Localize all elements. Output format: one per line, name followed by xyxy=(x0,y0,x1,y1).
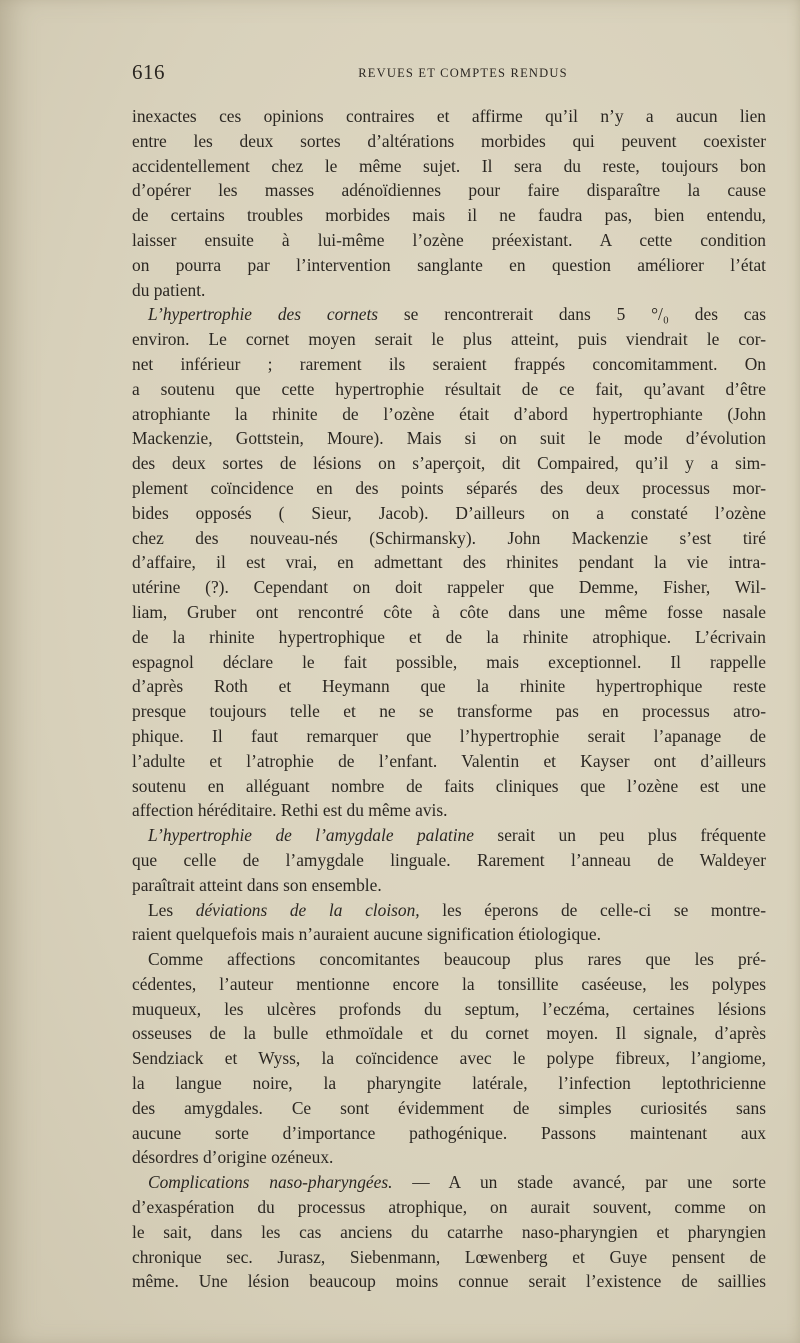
text-line xyxy=(132,1195,766,1220)
text-run: inexactes ces opinions contraires et affirme qu’il n’y a aucun lien xyxy=(132,106,766,126)
text-line xyxy=(132,550,766,575)
text-run: même. Une lésion beaucoup moins connue serait l’existence de saillies xyxy=(132,1271,766,1292)
text-run: on pourra par l’intervention sanglante en question améliorer l’état xyxy=(132,254,766,275)
text-line xyxy=(132,650,766,675)
text-line xyxy=(132,774,766,799)
text-run: de certains troubles morbides mais il ne faudra pas, bien entendu, xyxy=(132,205,766,226)
text-line xyxy=(132,526,766,551)
text-line xyxy=(132,352,766,377)
text-line xyxy=(132,947,766,972)
text-run: les éperons de celle-ci se montre- xyxy=(419,899,766,920)
text-line xyxy=(132,402,766,427)
text-run: raient quelquefois mais n’auraient aucune signification étiologique. xyxy=(132,924,601,945)
text-run: d’opérer les masses adénoïdiennes pour faire disparaître la cause xyxy=(132,180,766,201)
text-line xyxy=(132,1220,766,1245)
text-line xyxy=(132,278,766,303)
text-line xyxy=(132,501,766,526)
text-line xyxy=(132,848,766,873)
body-text xyxy=(132,104,766,1294)
text-run: Mackenzie, Gottstein, Moure). Mais si on suit le mode d’évolution xyxy=(132,428,766,449)
text-line xyxy=(132,724,766,749)
text-run: bides opposés ( Sieur, Jacob). D’ailleurs on a constaté l’ozène xyxy=(132,502,766,523)
text-run: de la rhinite hypertrophique et de la rhinite atrophique. L’écrivain xyxy=(132,626,766,647)
text-run: liam, Gruber ont rencontré côte à côte dans une même fosse nasale xyxy=(132,601,766,622)
text-run: chronique sec. Jurasz, Siebenmann, Lœwenberg et Guye pensent de xyxy=(132,1246,766,1267)
text-line xyxy=(132,997,766,1022)
italic-run: L’hypertrophie de l’amygdale palatine xyxy=(148,825,474,846)
text-run: laisser ensuite à lui-même l’ozène préexistant. A cette condition xyxy=(132,229,766,250)
text-run: le sait, dans les cas anciens du catarrhe naso-pharyngien et pharyngien xyxy=(132,1221,766,1242)
text-line xyxy=(132,1121,766,1146)
text-run: soutenu en alléguant nombre de faits cliniques que l’ozène est une xyxy=(132,775,766,796)
text-run: cédentes, l’auteur mentionne encore la tonsillite caséeuse, les polypes xyxy=(132,973,766,994)
text-run: presque toujours telle et ne se transforme pas en processus atro- xyxy=(132,701,766,722)
page-header xyxy=(132,60,766,90)
text-run: atrophiante la rhinite de l’ozène était d’abord hypertrophiante (John xyxy=(132,403,766,424)
text-line xyxy=(132,302,766,327)
text-line xyxy=(132,203,766,228)
text-run: accidentellement chez le même sujet. Il sera du reste, toujours bon xyxy=(132,155,766,176)
page-number: 616 xyxy=(132,60,165,84)
text-line xyxy=(132,600,766,625)
text-run: désordres d’origine ozéneux. xyxy=(132,1147,334,1168)
text-run: d’après Roth et Heymann que la rhinite hypertrophique reste xyxy=(132,676,766,697)
text-line xyxy=(132,178,766,203)
text-line xyxy=(132,129,766,154)
text-line xyxy=(132,1021,766,1046)
text-line xyxy=(132,1145,766,1170)
text-line xyxy=(132,1046,766,1071)
italic-run: Complications naso-pharyngées. xyxy=(148,1172,393,1193)
text-run: — A un stade avancé, par une sorte xyxy=(392,1172,766,1193)
text-line xyxy=(132,749,766,774)
text-run: du patient. xyxy=(132,279,206,300)
text-run: d’exaspération du processus atrophique, on aurait souvent, comme on xyxy=(132,1197,766,1218)
text-line xyxy=(132,327,766,352)
text-run: d’affaire, il est vrai, en admettant des rhinites pendant la vie intra- xyxy=(132,552,766,573)
text-run: net inférieur ; rarement ils seraient frappés concomitamment. On xyxy=(132,353,766,374)
text-run: utérine (?). Cependant on doit rappeler que Demme, Fisher, Wil- xyxy=(132,577,766,598)
text-line xyxy=(132,476,766,501)
text-run: se rencontrerait dans 5 °/₀ des cas xyxy=(378,304,766,325)
text-run: muqueux, les ulcères profonds du septum, l’eczéma, certaines lésions xyxy=(132,998,766,1019)
text-line xyxy=(132,426,766,451)
text-run: plement coïncidence en des points séparés des deux processus mor- xyxy=(132,477,766,498)
running-head: REVUES ET COMPTES RENDUS xyxy=(358,66,568,80)
text-run: chez des nouveau-nés (Schirmansky). John Mackenzie s’est tiré xyxy=(132,527,766,548)
text-run: Sendziack et Wyss, la coïncidence avec le polype fibreux, l’angiome, xyxy=(132,1048,766,1069)
text-line xyxy=(132,972,766,997)
text-run: que celle de l’amygdale linguale. Rarement l’anneau de Waldeyer xyxy=(132,849,766,870)
text-line xyxy=(132,1245,766,1270)
italic-run: déviations de la cloison, xyxy=(195,899,420,920)
text-run: osseuses de la bulle ethmoïdale et du cornet moyen. Il signale, d’après xyxy=(132,1023,766,1044)
text-run: phique. Il faut remarquer que l’hypertrophie serait l’apanage de xyxy=(132,725,766,746)
text-run: espagnol déclare le fait possible, mais exceptionnel. Il rappelle xyxy=(132,651,766,672)
text-line xyxy=(132,575,766,600)
text-run: aucune sorte d’importance pathogénique. Passons maintenant aux xyxy=(132,1122,766,1143)
text-run: affection héréditaire. Rethi est du même avis. xyxy=(132,800,448,821)
text-run: l’adulte et l’atrophie de l’enfant. Valentin et Kayser ont d’ailleurs xyxy=(132,750,766,771)
text-line xyxy=(132,922,766,947)
text-run: des amygdales. Ce sont évidemment de simples curiosités sans xyxy=(132,1097,766,1118)
text-line xyxy=(132,253,766,278)
text-line xyxy=(132,674,766,699)
text-run: entre les deux sortes d’altérations morbides qui peuvent coexister xyxy=(132,130,766,151)
text-run: des deux sortes de lésions on s’aperçoit, dit Compaired, qu’il y a sim- xyxy=(132,453,766,474)
text-line xyxy=(132,823,766,848)
text-run: environ. Le cornet moyen serait le plus atteint, puis viendrait le cor- xyxy=(132,329,766,350)
text-run: la langue noire, la pharyngite latérale, l’infection leptothricienne xyxy=(132,1073,766,1094)
italic-run: L’hypertrophie des cornets xyxy=(148,304,379,325)
text-run: Comme affections concomitantes beaucoup plus rares que les pré- xyxy=(148,949,766,970)
text-line xyxy=(132,104,766,129)
text-line xyxy=(132,1096,766,1121)
text-line xyxy=(132,1071,766,1096)
text-line xyxy=(132,1170,766,1195)
text-line xyxy=(132,451,766,476)
text-line xyxy=(132,154,766,179)
text-line xyxy=(132,625,766,650)
text-line xyxy=(132,873,766,898)
text-line xyxy=(132,798,766,823)
text-run: paraîtrait atteint dans son ensemble. xyxy=(132,874,382,895)
text-line xyxy=(132,228,766,253)
text-line xyxy=(132,1269,766,1294)
text-line xyxy=(132,377,766,402)
text-run: a soutenu que cette hypertrophie résultait de ce fait, qu’avant d’être xyxy=(132,378,766,399)
text-run: serait un peu plus fréquente xyxy=(473,825,766,846)
text-line xyxy=(132,898,766,923)
text-run: Les xyxy=(148,899,196,920)
text-line xyxy=(132,699,766,724)
